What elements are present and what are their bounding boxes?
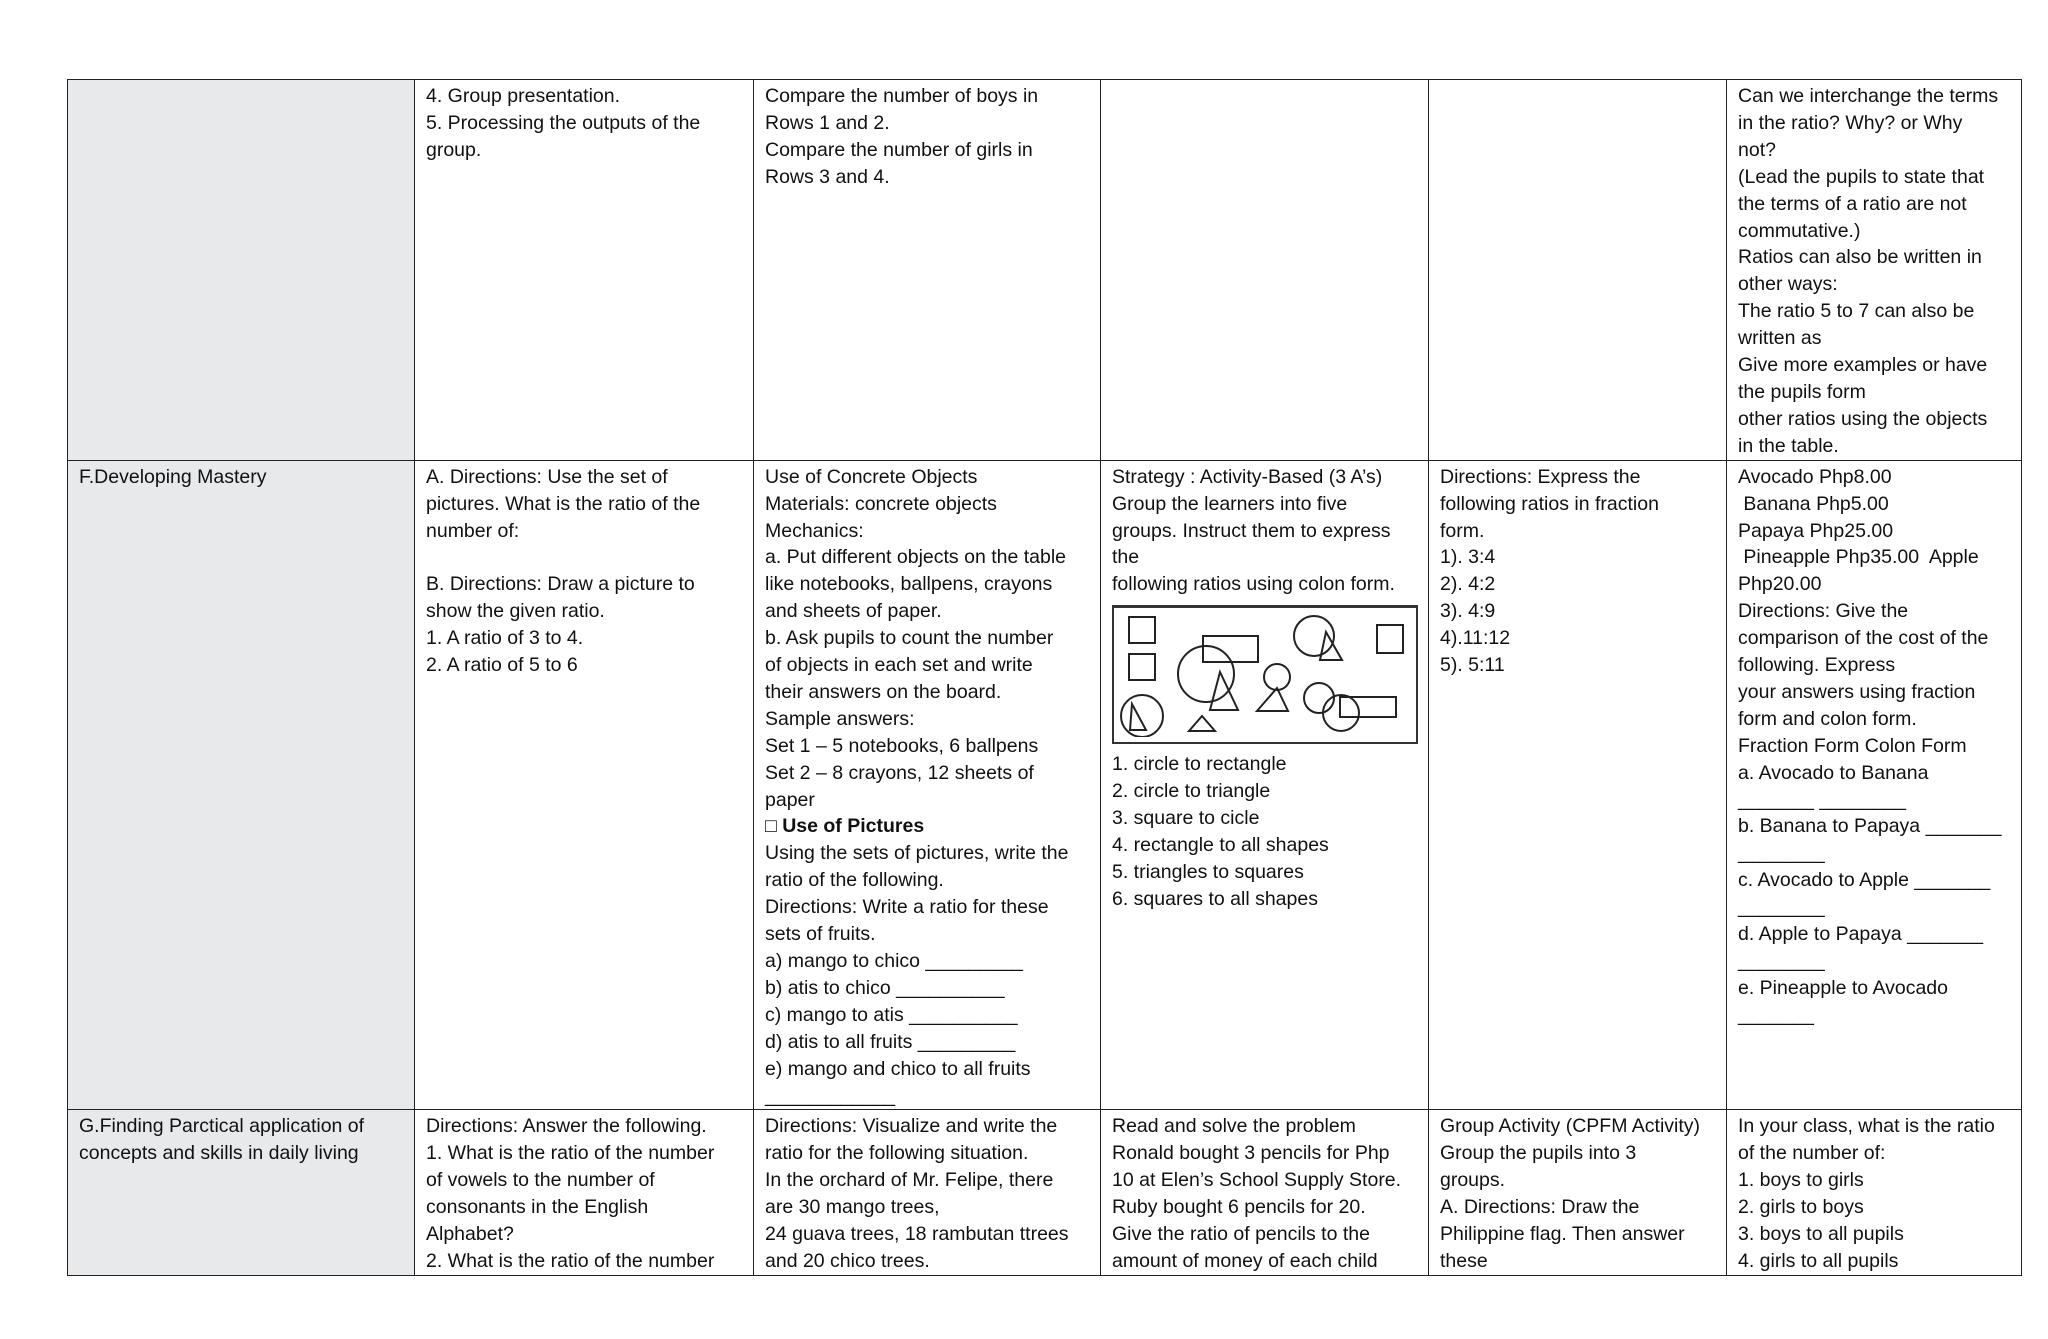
text-line: 1. What is the ratio of the number (426, 1142, 715, 1165)
text-line: of vowels to the number of (426, 1169, 655, 1192)
text-line: these (1440, 1249, 1488, 1272)
text-line: 4. rectangle to all shapes (1112, 833, 1329, 856)
text-line: written as (1738, 327, 1822, 350)
text-line: b) atis to chico __________ (765, 976, 1005, 999)
table-row (68, 80, 2022, 461)
text-line: Papaya Php25.00 (1738, 519, 1894, 542)
text-line: the pupils form (1738, 380, 1866, 403)
text-line: form and colon form. (1738, 707, 1917, 730)
text-line: c) mango to atis __________ (765, 1003, 1018, 1026)
text-line: ratio of the following. (765, 869, 944, 892)
text-line: consonants in the English (426, 1196, 649, 1219)
text-line: other ways: (1738, 273, 1838, 296)
table-cell (754, 460, 1101, 1110)
text-line: Banana Php5.00 (1738, 492, 1889, 515)
rectangle-shape (1340, 697, 1396, 717)
text-line (426, 544, 744, 571)
text-line: paper (765, 788, 815, 811)
text-line: a. Avocado to Banana (1738, 761, 1929, 784)
table-cell (1727, 80, 2022, 461)
text-line: A. Directions: Draw the (1440, 1196, 1640, 1219)
text-line: 5). 5:11 (1440, 654, 1505, 677)
table-cell (1429, 460, 1727, 1110)
table-cell (1101, 460, 1429, 1110)
table-cell (415, 460, 754, 1110)
text-line: not? (1738, 138, 1776, 161)
text-line: Compare the number of girls in (765, 138, 1033, 161)
text-line: number of: (426, 519, 520, 542)
text-line: in the table. (1738, 434, 1839, 457)
text-line: Directions: Express the (1440, 465, 1641, 488)
text-line: e) mango and chico to all fruits (765, 1057, 1031, 1080)
text-line: 3. square to cicle (1112, 807, 1260, 830)
table-cell (754, 80, 1101, 461)
text-line: their answers on the board. (765, 680, 1002, 703)
text-line: ratio for the following situation. (765, 1142, 1029, 1165)
text-line: Set 2 – 8 crayons, 12 sheets of (765, 761, 1034, 784)
text-line: 4. Group presentation. (426, 85, 621, 107)
text-line: of the number of: (1738, 1142, 1886, 1165)
text-line: e. Pineapple to Avocado (1738, 976, 1948, 999)
text-line: the (1112, 546, 1140, 569)
text-line: Ronald bought 3 pencils for Php (1112, 1142, 1390, 1165)
text-line: 10 at Elen’s School Supply Store. (1112, 1169, 1402, 1192)
circle-shape (1178, 646, 1234, 702)
circle-shape (1264, 664, 1290, 690)
text-line: of objects in each set and write (765, 654, 1033, 677)
text-line: _______ (1738, 1003, 1814, 1026)
text-line: ________ (1738, 842, 1825, 865)
text-line: Philippine flag. Then answer (1440, 1223, 1685, 1246)
row-label: G.Finding Parctical application of concepts and skills in daily living (79, 1115, 365, 1165)
rectangle-shape (1203, 636, 1258, 662)
text-line: Avocado Php8.00 (1738, 465, 1892, 488)
text-line: b. Banana to Papaya _______ (1738, 815, 2002, 838)
table-cell (754, 1110, 1101, 1275)
table-row (68, 1110, 2022, 1275)
text-line: d. Apple to Papaya _______ (1738, 923, 1984, 946)
text-line: groups. (1440, 1169, 1506, 1192)
lesson-plan-table (67, 79, 2022, 1276)
text-line: 4).11:12 (1440, 627, 1511, 650)
row-label: F.Developing Mastery (79, 465, 267, 488)
text-line: Compare the number of boys in (765, 85, 1039, 107)
text-line: Read and solve the problem (1112, 1115, 1356, 1138)
text-line: d) atis to all fruits _________ (765, 1030, 1016, 1053)
text-line: ________ (1738, 896, 1825, 919)
text-line: c. Avocado to Apple _______ (1738, 869, 1991, 892)
text-line: Give the ratio of pencils to the (1112, 1223, 1370, 1246)
text-line: Alphabet? (426, 1223, 514, 1246)
text-line: Mechanics: (765, 519, 864, 542)
text-line: 2. What is the ratio of the number (426, 1249, 715, 1272)
text-line: 3). 4:9 (1440, 600, 1496, 623)
text-line: and 20 chico trees. (765, 1249, 930, 1272)
text-line: in the ratio? Why? or Why (1738, 111, 1963, 134)
text-line: 1. A ratio of 3 to 4. (426, 627, 584, 650)
square-shape (1377, 625, 1403, 653)
text-line: group. (426, 138, 482, 161)
text-line: 6. squares to all shapes (1112, 887, 1318, 910)
text-line: and sheets of paper. (765, 600, 942, 623)
text-line: Set 1 – 5 notebooks, 6 ballpens (765, 734, 1039, 757)
text-line: 2. A ratio of 5 to 6 (426, 654, 578, 677)
square-shape (1129, 654, 1155, 680)
row-label-cell (68, 80, 415, 461)
text-line: a. Put different objects on the table (765, 546, 1067, 569)
text-line: amount of money of each child (1112, 1249, 1378, 1272)
text-line: Ratios can also be written in (1738, 246, 1982, 269)
text-line: □ Use of Pictures (765, 815, 925, 838)
text-line: form. (1440, 519, 1485, 542)
text-line: the terms of a ratio are not (1738, 192, 1967, 215)
strategy-text (1112, 464, 1419, 599)
table-cell (1429, 80, 1727, 461)
text-line: following ratios in fraction (1440, 492, 1659, 515)
text-line: sets of fruits. (765, 923, 876, 946)
text-line: Materials: concrete objects (765, 492, 997, 515)
table-cell (1727, 460, 2022, 1110)
text-line: 1. boys to girls (1738, 1169, 1864, 1192)
text-line: commutative.) (1738, 219, 1861, 242)
text-line: Strategy : Activity-Based (3 A’s) (1112, 465, 1383, 488)
shapes-drawing (1114, 608, 1416, 737)
text-line: show the given ratio. (426, 600, 605, 623)
text-line: Ruby bought 6 pencils for 20. (1112, 1196, 1366, 1219)
text-line: Can we interchange the terms (1738, 85, 1999, 107)
text-line: 24 guava trees, 18 rambutan ttrees (765, 1223, 1069, 1246)
table-cell (1101, 1110, 1429, 1275)
text-line: Give more examples or have (1738, 354, 1988, 377)
text-line: ____________ (765, 1084, 896, 1107)
text-line: The ratio 5 to 7 can also be (1738, 300, 1975, 323)
square-shape (1129, 617, 1155, 643)
text-line: _______ ________ (1738, 788, 1907, 811)
table-cell (1429, 1110, 1727, 1275)
shapes-figure (1112, 605, 1418, 744)
row-label-cell (68, 460, 415, 1110)
text-line: other ratios using the objects (1738, 407, 1988, 430)
triangle-shape (1257, 688, 1288, 711)
triangle-shape (1189, 716, 1215, 731)
text-line: In your class, what is the ratio (1738, 1115, 1995, 1138)
text-line: 1. circle to rectangle (1112, 753, 1287, 776)
text-line: Pineapple Php35.00 Apple (1738, 546, 1979, 569)
text-line: Directions: Answer the following. (426, 1115, 707, 1138)
text-line: 4. girls to all pupils (1738, 1249, 1899, 1272)
text-line: (Lead the pupils to state that (1738, 165, 1985, 188)
text-line: Group Activity (CPFM Activity) (1440, 1115, 1701, 1138)
text-line: Group the learners into five (1112, 492, 1348, 515)
text-line: 5. Processing the outputs of the (426, 111, 701, 134)
text-line: your answers using fraction (1738, 680, 1976, 703)
text-line: groups. Instruct them to express (1112, 519, 1391, 542)
text-line: Directions: Visualize and write the (765, 1115, 1058, 1138)
text-line: Sample answers: (765, 707, 915, 730)
text-line: are 30 mango trees, (765, 1196, 940, 1219)
text-line: Using the sets of pictures, write the (765, 842, 1069, 865)
table-cell (415, 1110, 754, 1275)
triangle-shape (1130, 704, 1146, 730)
text-line: Directions: Write a ratio for these (765, 896, 1049, 919)
text-line: ________ (1738, 950, 1825, 972)
text-line: following. Express (1738, 654, 1896, 677)
row-label-cell (68, 1110, 415, 1275)
text-line: following ratios using colon form. (1112, 573, 1395, 596)
shapes-ratio-list (1112, 751, 1419, 912)
text-line: 2). 4:2 (1440, 573, 1496, 596)
text-line: like notebooks, ballpens, crayons (765, 573, 1053, 596)
text-line: Fraction Form Colon Form (1738, 734, 1967, 757)
text-line: A. Directions: Use the set of (426, 465, 668, 488)
text-line: 2. girls to boys (1738, 1196, 1864, 1219)
text-line: comparison of the cost of the (1738, 627, 1989, 650)
table-cell (415, 80, 754, 461)
table-row (68, 460, 2022, 1110)
text-line: 3. boys to all pupils (1738, 1223, 1904, 1246)
table-cell (1727, 1110, 2022, 1275)
text-line: b. Ask pupils to count the number (765, 627, 1054, 650)
text-line: Group the pupils into 3 (1440, 1142, 1637, 1165)
text-line: Directions: Give the (1738, 600, 1909, 623)
text-line: Php20.00 (1738, 573, 1822, 596)
text-line: 2. circle to triangle (1112, 780, 1271, 803)
text-line: 5. triangles to squares (1112, 860, 1304, 883)
text-line: Rows 3 and 4. (765, 165, 890, 188)
text-line: pictures. What is the ratio of the (426, 492, 701, 515)
text-line: In the orchard of Mr. Felipe, there (765, 1169, 1054, 1192)
text-line: 1). 3:4 (1440, 546, 1496, 569)
text-line: B. Directions: Draw a picture to (426, 573, 695, 596)
text-line: Use of Concrete Objects (765, 465, 978, 488)
text-line: Rows 1 and 2. (765, 111, 890, 134)
text-line: a) mango to chico _________ (765, 950, 1024, 972)
table-cell (1101, 80, 1429, 461)
